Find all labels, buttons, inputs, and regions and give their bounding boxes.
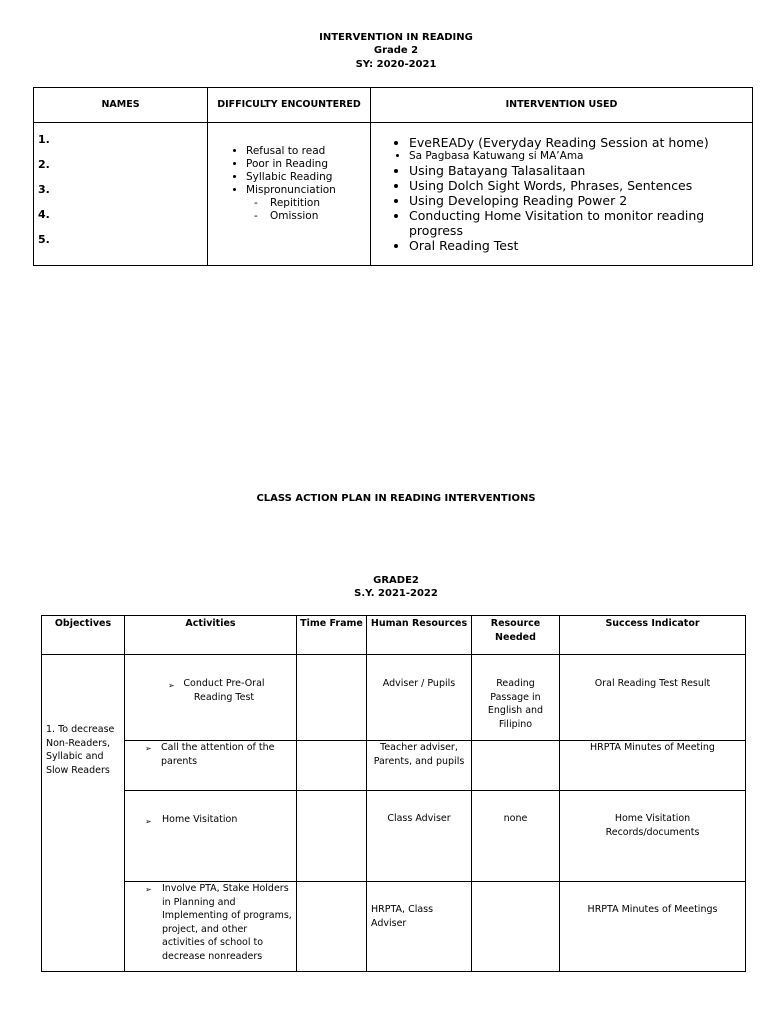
- name-item: 2.: [38, 158, 50, 171]
- time-cell: [297, 655, 367, 741]
- indicator-cell: HRPTA Minutes of Meetings: [560, 882, 746, 972]
- names-header: NAMES: [34, 88, 208, 123]
- names-cell: [34, 123, 208, 266]
- intervention-cell: [371, 123, 753, 266]
- intervention-table-header: [34, 88, 753, 123]
- name-item: 5.: [38, 233, 50, 246]
- activity-text: Conduct Pre-Oral Reading Test: [183, 678, 265, 703]
- success-indicator-header: Success Indicator: [560, 616, 746, 655]
- arrow-bullet-icon: ➢: [145, 885, 152, 894]
- time-cell: [297, 882, 367, 972]
- resource-cell: Reading Passage in English and Filipino: [472, 655, 560, 741]
- header2-sy: S.Y. 2021-2022: [354, 588, 438, 599]
- difficulty-item: • Poor in Reading: [246, 158, 370, 171]
- action-plan-header: [42, 616, 746, 655]
- table-row: [42, 791, 746, 882]
- difficulty-item: • Syllabic Reading: [246, 171, 370, 184]
- arrow-bullet-icon: ➢: [145, 744, 152, 753]
- intervention-item: • Conducting Home Visitation to monitor reading progress: [409, 208, 752, 238]
- resource-cell: [472, 741, 560, 791]
- sub-difficulty-item: - Repitition: [254, 197, 370, 210]
- intervention-header: INTERVENTION USED: [371, 88, 753, 123]
- indicator-cell: Oral Reading Test Result: [560, 655, 746, 741]
- sub-difficulty-list: [208, 197, 370, 223]
- objective-text: 1. To decrease Non-Readers, Syllabic and Slow Readers: [46, 724, 115, 776]
- indicator-cell: Home Visitation Records/documents: [560, 791, 746, 882]
- table-row: [42, 882, 746, 972]
- arrow-bullet-icon: ➢: [168, 681, 175, 690]
- time-cell: [297, 741, 367, 791]
- difficulty-item: • Refusal to read: [246, 145, 370, 158]
- activities-header: Activities: [125, 616, 297, 655]
- difficulty-item: • Mispronunciation: [246, 184, 370, 197]
- activity-text: Call the attention of the parents: [161, 742, 275, 767]
- time-frame-header: Time Frame: [297, 616, 367, 655]
- intervention-list: [371, 135, 752, 253]
- intervention-table-row: [34, 123, 753, 266]
- difficulty-header: DIFFICULTY ENCOUNTERED: [208, 88, 371, 123]
- header1-sy: SY: 2020-2021: [355, 59, 437, 70]
- activity-text: Home Visitation: [162, 814, 238, 825]
- intervention-item: • Sa Pagbasa Katuwang si MA’Ama: [409, 150, 752, 163]
- difficulty-cell: [208, 123, 371, 266]
- header1-title: INTERVENTION IN READING: [319, 32, 473, 43]
- name-item: 4.: [38, 208, 50, 221]
- intervention-item: • EveREADy (Everyday Reading Session at home): [409, 135, 752, 150]
- intervention-table: [33, 87, 753, 266]
- resource-needed-header: Resource Needed: [472, 616, 560, 655]
- objective-cell: [42, 655, 125, 972]
- resource-cell: none: [472, 791, 560, 882]
- human-cell: HRPTA, Class Adviser: [367, 882, 472, 972]
- intervention-item: • Using Batayang Talasalitaan: [409, 163, 752, 178]
- human-resources-header: Human Resources: [367, 616, 472, 655]
- activity-text: Involve PTA, Stake Holders in Planning and Implementing of programs, project, and other activities of school to decrease nonreaders: [162, 883, 292, 962]
- header2-title: CLASS ACTION PLAN IN READING INTERVENTIONS: [256, 493, 536, 504]
- intervention-item: • Using Developing Reading Power 2: [409, 193, 752, 208]
- name-item: 1.: [38, 133, 50, 146]
- arrow-bullet-icon: ➢: [145, 817, 152, 826]
- table-row: [42, 655, 746, 741]
- human-cell: Class Adviser: [367, 791, 472, 882]
- header1-grade: Grade 2: [373, 45, 419, 56]
- table-row: [42, 741, 746, 791]
- names-list: [34, 123, 207, 258]
- time-cell: [297, 791, 367, 882]
- header2-grade: GRADE2: [373, 575, 419, 586]
- human-cell: Adviser / Pupils: [367, 655, 472, 741]
- activity-cell: [125, 882, 297, 972]
- activity-cell: [125, 655, 297, 741]
- resource-cell: [472, 882, 560, 972]
- objectives-header: Objectives: [42, 616, 125, 655]
- human-cell: Teacher adviser, Parents, and pupils: [367, 741, 472, 791]
- activity-cell: [125, 741, 297, 791]
- sub-difficulty-item: - Omission: [254, 210, 370, 223]
- intervention-item: • Oral Reading Test: [409, 238, 752, 253]
- difficulty-list: [208, 145, 370, 197]
- indicator-cell: HRPTA Minutes of Meeting: [560, 741, 746, 791]
- activity-cell: [125, 791, 297, 882]
- intervention-item: • Using Dolch Sight Words, Phrases, Sentences: [409, 178, 752, 193]
- name-item: 3.: [38, 183, 50, 196]
- action-plan-table: [41, 615, 746, 972]
